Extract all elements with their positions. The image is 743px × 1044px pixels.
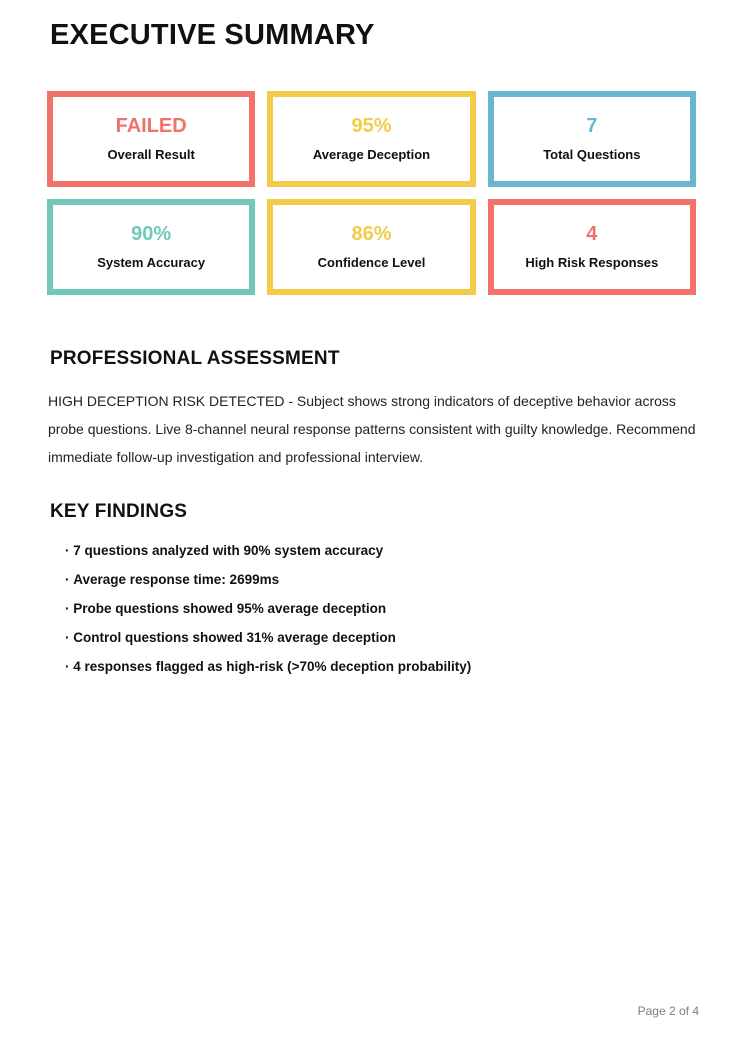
assessment-body: HIGH DECEPTION RISK DETECTED - Subject shows strong indicators of deceptive behavior across probe questions. Live 8-channel neural response patterns consistent with guilty knowledge. Recommend immediate follow-up investigation and professional interview. — [48, 393, 696, 465]
stat-label: Total Questions — [543, 147, 641, 162]
finding-item: · Probe questions showed 95% average deception — [65, 594, 696, 623]
page-number: Page 2 of 4 — [637, 1004, 699, 1018]
stat-card-high-risk-responses — [488, 199, 696, 295]
stat-card-total-questions — [488, 91, 696, 187]
stat-card-system-accuracy — [47, 199, 255, 295]
findings-list — [47, 536, 696, 681]
stat-label: Confidence Level — [317, 255, 426, 270]
stat-label: Average Deception — [312, 147, 431, 162]
stat-label: Overall Result — [107, 147, 195, 162]
findings-heading: KEY FINDINGS — [50, 501, 188, 522]
finding-item: · 7 questions analyzed with 90% system accuracy — [65, 536, 696, 565]
stat-value: 90% — [131, 223, 172, 245]
assessment-heading: PROFESSIONAL ASSESSMENT — [50, 348, 340, 369]
stat-value: 7 — [586, 115, 598, 137]
stat-card-overall-result — [47, 91, 255, 187]
stat-card-confidence-level — [267, 199, 475, 295]
stat-label: High Risk Responses — [525, 255, 659, 270]
stat-value: 95% — [351, 115, 392, 137]
finding-item: · Control questions showed 31% average deception — [65, 623, 696, 652]
stat-value: 4 — [586, 223, 598, 245]
finding-item: · 4 responses flagged as high-risk (>70% deception probability) — [65, 652, 696, 681]
stat-cards-grid — [47, 91, 696, 295]
finding-item: · Average response time: 2699ms — [65, 565, 696, 594]
stat-value: FAILED — [115, 115, 187, 137]
stat-label: System Accuracy — [97, 255, 206, 270]
stat-value: 86% — [351, 223, 392, 245]
page-title: EXECUTIVE SUMMARY — [50, 19, 375, 51]
stat-card-average-deception — [267, 91, 475, 187]
